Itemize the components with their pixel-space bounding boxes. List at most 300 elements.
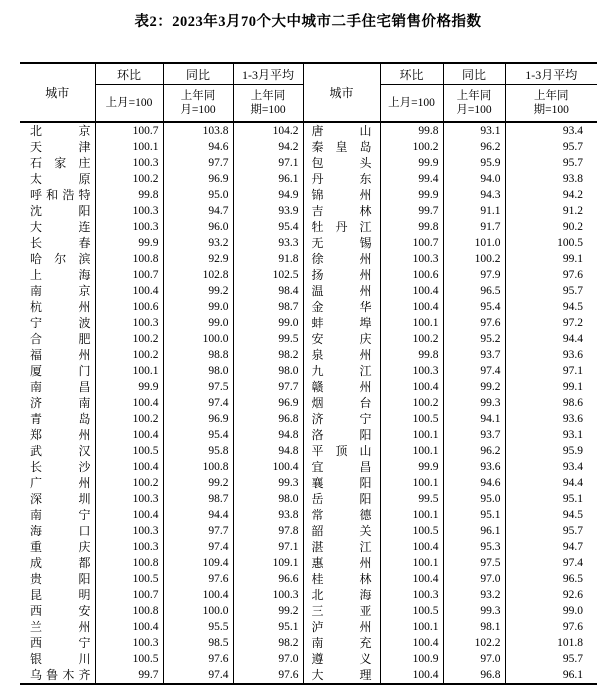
city-cell [303, 603, 380, 619]
city-name [30, 395, 91, 411]
header-yoy-base-line2: 月=100 [180, 104, 216, 116]
yoy-value-cell: 92.9 [163, 251, 233, 267]
avg-value-cell: 95.7 [505, 155, 597, 171]
table-row [20, 555, 597, 571]
city-cell [303, 219, 380, 235]
yoy-value-cell: 97.4 [443, 363, 505, 379]
city-name [30, 347, 91, 363]
city-name-char: 南 [30, 284, 43, 298]
city-name-char: 济 [311, 412, 324, 426]
avg-value-cell: 94.2 [505, 187, 597, 203]
city-name-char: 九 [311, 364, 324, 378]
yoy-value-cell: 99.2 [443, 379, 505, 395]
mom-value-cell: 100.5 [380, 523, 443, 539]
avg-value-cell: 95.4 [233, 219, 303, 235]
city-name-char: 长 [30, 460, 43, 474]
city-name-char: 家 [54, 156, 67, 170]
avg-value-cell: 96.1 [505, 667, 597, 684]
yoy-value-cell: 95.0 [163, 187, 233, 203]
city-name [312, 299, 372, 315]
city-name-char: 南 [30, 508, 43, 522]
city-name [312, 219, 372, 235]
city-cell [20, 395, 95, 411]
avg-value-cell: 97.2 [505, 315, 597, 331]
header-avg-base-line1: 上年同 [534, 90, 569, 102]
yoy-value-cell: 99.2 [163, 283, 233, 299]
header-city-left: 城市 [20, 63, 95, 122]
yoy-value-cell: 95.8 [163, 443, 233, 459]
table-row [20, 139, 597, 155]
avg-value-cell: 99.5 [233, 331, 303, 347]
mom-value-cell: 99.9 [380, 155, 443, 171]
city-name [30, 555, 91, 571]
city-cell [20, 363, 95, 379]
mom-value-cell: 100.7 [380, 235, 443, 251]
city-name-char: 成 [30, 556, 43, 570]
yoy-value-cell: 97.0 [443, 571, 505, 587]
yoy-value-cell: 101.0 [443, 235, 505, 251]
table-row [20, 315, 597, 331]
mom-value-cell: 100.4 [380, 635, 443, 651]
city-name-char: 昆 [30, 588, 43, 602]
city-name-char: 秦 [311, 140, 324, 154]
yoy-value-cell: 96.9 [163, 411, 233, 427]
city-cell [20, 587, 95, 603]
city-name-char: 包 [311, 156, 324, 170]
yoy-value-cell: 99.3 [443, 395, 505, 411]
mom-value-cell: 100.5 [380, 603, 443, 619]
header-avg-base-right [505, 85, 597, 123]
header-yoy-base-line2: 月=100 [456, 104, 492, 116]
city-name-char: 都 [78, 556, 91, 570]
city-name [312, 555, 372, 571]
mom-value-cell: 100.4 [95, 459, 163, 475]
yoy-value-cell: 93.6 [443, 459, 505, 475]
city-name-char: 泸 [311, 620, 324, 634]
city-name-char: 川 [78, 652, 91, 666]
city-cell [20, 443, 95, 459]
city-name [312, 379, 372, 395]
avg-value-cell: 102.5 [233, 267, 303, 283]
city-name-char: 大 [30, 220, 43, 234]
avg-value-cell: 91.2 [505, 203, 597, 219]
avg-value-cell: 93.9 [233, 203, 303, 219]
city-name-char: 江 [359, 540, 372, 554]
city-name-char: 太 [30, 172, 43, 186]
city-name-char: 州 [359, 188, 372, 202]
city-cell [303, 187, 380, 203]
city-name-char: 皇 [335, 140, 348, 154]
city-name-char: 华 [359, 300, 372, 314]
city-cell [20, 155, 95, 171]
header-avg-right: 1-3月平均 [505, 63, 597, 85]
city-cell [303, 619, 380, 635]
yoy-value-cell: 98.7 [163, 491, 233, 507]
city-name [312, 331, 372, 347]
city-name [30, 571, 91, 587]
city-name-char: 尔 [54, 252, 67, 266]
city-name-char: 牡 [311, 220, 324, 234]
mom-value-cell: 100.4 [95, 619, 163, 635]
mom-value-cell: 99.7 [380, 203, 443, 219]
table-row [20, 347, 597, 363]
table-body [20, 122, 597, 684]
mom-value-cell: 100.3 [95, 203, 163, 219]
avg-value-cell: 91.8 [233, 251, 303, 267]
yoy-value-cell: 93.1 [443, 122, 505, 139]
city-name-char: 锡 [359, 236, 372, 250]
mom-value-cell: 100.4 [95, 283, 163, 299]
mom-value-cell: 100.3 [95, 315, 163, 331]
city-name [30, 507, 91, 523]
avg-value-cell: 100.5 [505, 235, 597, 251]
city-cell [303, 171, 380, 187]
mom-value-cell: 100.5 [95, 571, 163, 587]
city-cell [20, 251, 95, 267]
avg-value-cell: 94.5 [505, 299, 597, 315]
city-name-char: 州 [78, 348, 91, 362]
avg-value-cell: 93.3 [233, 235, 303, 251]
mom-value-cell: 99.5 [380, 491, 443, 507]
yoy-value-cell: 98.1 [443, 619, 505, 635]
city-name [312, 459, 372, 475]
city-name [312, 123, 372, 139]
price-index-table [20, 62, 597, 685]
mom-value-cell: 100.7 [95, 267, 163, 283]
city-cell [303, 235, 380, 251]
yoy-value-cell: 97.4 [163, 539, 233, 555]
city-cell [303, 427, 380, 443]
city-name-char: 州 [359, 556, 372, 570]
mom-value-cell: 100.1 [380, 443, 443, 459]
table-row [20, 187, 597, 203]
mom-value-cell: 99.8 [380, 122, 443, 139]
city-name-char: 宁 [359, 412, 372, 426]
avg-value-cell: 98.0 [233, 491, 303, 507]
city-name-char: 南 [78, 396, 91, 410]
mom-value-cell: 100.5 [380, 411, 443, 427]
mom-value-cell: 100.2 [380, 331, 443, 347]
city-cell [20, 347, 95, 363]
avg-value-cell: 100.4 [233, 459, 303, 475]
city-name [312, 283, 372, 299]
city-name-char: 德 [359, 508, 372, 522]
mom-value-cell: 100.4 [95, 507, 163, 523]
city-name-char: 大 [311, 668, 324, 682]
avg-value-cell: 96.8 [233, 411, 303, 427]
city-name [30, 235, 91, 251]
city-name-char: 林 [359, 204, 372, 218]
avg-value-cell: 95.1 [505, 491, 597, 507]
mom-value-cell: 100.8 [95, 251, 163, 267]
city-name-char: 州 [359, 284, 372, 298]
city-cell [20, 171, 95, 187]
yoy-value-cell: 98.5 [163, 635, 233, 651]
city-cell [20, 619, 95, 635]
city-name-char: 州 [359, 348, 372, 362]
avg-value-cell: 92.6 [505, 587, 597, 603]
mom-value-cell: 100.5 [95, 651, 163, 667]
header-city-right: 城市 [303, 63, 380, 122]
city-name-char: 湛 [311, 540, 324, 554]
mom-value-cell: 100.2 [95, 411, 163, 427]
city-name-char: 春 [78, 236, 91, 250]
avg-value-cell: 95.7 [505, 139, 597, 155]
yoy-value-cell: 95.9 [443, 155, 505, 171]
yoy-value-cell: 93.7 [443, 427, 505, 443]
avg-value-cell: 94.4 [505, 475, 597, 491]
city-name-char: 哈 [30, 252, 43, 266]
city-name [30, 123, 91, 139]
city-name-char: 滨 [78, 252, 91, 266]
city-name-char: 阳 [359, 492, 372, 506]
yoy-value-cell: 96.0 [163, 219, 233, 235]
city-name-char: 庆 [78, 540, 91, 554]
city-name-char: 常 [311, 508, 324, 522]
city-cell [20, 187, 95, 203]
city-name-char: 南 [30, 380, 43, 394]
city-name-char: 杭 [30, 300, 43, 314]
city-name-char: 关 [359, 524, 372, 538]
avg-value-cell: 95.9 [505, 443, 597, 459]
city-name-char: 温 [311, 284, 324, 298]
city-name-char: 三 [311, 604, 324, 618]
mom-value-cell: 100.2 [380, 395, 443, 411]
city-cell [20, 667, 95, 684]
avg-value-cell: 94.9 [233, 187, 303, 203]
mom-value-cell: 99.4 [380, 171, 443, 187]
city-name [30, 283, 91, 299]
city-name-char: 郑 [30, 428, 43, 442]
city-cell [303, 555, 380, 571]
city-name [312, 315, 372, 331]
mom-value-cell: 100.2 [95, 347, 163, 363]
city-name [312, 619, 372, 635]
mom-value-cell: 100.4 [380, 283, 443, 299]
city-name-char: 津 [78, 140, 91, 154]
avg-value-cell: 93.6 [505, 347, 597, 363]
mom-value-cell: 100.1 [95, 139, 163, 155]
city-name [30, 203, 91, 219]
avg-value-cell: 98.2 [233, 635, 303, 651]
city-name-char: 惠 [311, 556, 324, 570]
city-name-char: 理 [359, 668, 372, 682]
avg-value-cell: 94.8 [233, 443, 303, 459]
table-row [20, 299, 597, 315]
yoy-value-cell: 94.6 [163, 139, 233, 155]
city-name-char: 鲁 [46, 668, 59, 682]
yoy-value-cell: 95.2 [443, 331, 505, 347]
table-row [20, 331, 597, 347]
city-name-char: 岳 [311, 492, 324, 506]
mom-value-cell: 100.7 [95, 122, 163, 139]
mom-value-cell: 100.8 [95, 603, 163, 619]
yoy-value-cell: 96.2 [443, 443, 505, 459]
city-name [312, 235, 372, 251]
city-name [312, 251, 372, 267]
table-row [20, 667, 597, 684]
table-row [20, 219, 597, 235]
yoy-value-cell: 97.6 [443, 315, 505, 331]
city-name [30, 635, 91, 651]
city-name-char: 海 [30, 524, 43, 538]
mom-value-cell: 100.3 [380, 251, 443, 267]
city-name-char: 充 [359, 636, 372, 650]
yoy-value-cell: 95.3 [443, 539, 505, 555]
yoy-value-cell: 100.0 [163, 331, 233, 347]
table-row [20, 507, 597, 523]
city-cell [303, 203, 380, 219]
city-name-char: 连 [78, 220, 91, 234]
header-yoy-right: 同比 [443, 63, 505, 85]
yoy-value-cell: 97.5 [443, 555, 505, 571]
mom-value-cell: 100.2 [380, 139, 443, 155]
city-cell [20, 379, 95, 395]
city-name [30, 523, 91, 539]
city-name-char: 平 [311, 444, 324, 458]
yoy-value-cell: 99.0 [163, 299, 233, 315]
city-name-char: 义 [359, 652, 372, 666]
city-name-char: 林 [359, 572, 372, 586]
city-cell [20, 411, 95, 427]
avg-value-cell: 95.7 [505, 283, 597, 299]
city-name-char: 天 [30, 140, 43, 154]
table-row [20, 619, 597, 635]
city-cell [303, 283, 380, 299]
city-cell [20, 571, 95, 587]
city-name-char: 肥 [78, 332, 91, 346]
city-name-char: 蚌 [311, 316, 324, 330]
yoy-value-cell: 102.8 [163, 267, 233, 283]
yoy-value-cell: 97.5 [163, 379, 233, 395]
avg-value-cell: 94.4 [505, 331, 597, 347]
city-cell [303, 411, 380, 427]
city-name-char: 宜 [311, 460, 324, 474]
table-row [20, 443, 597, 459]
city-name-char: 遵 [311, 652, 324, 666]
avg-value-cell: 104.2 [233, 122, 303, 139]
city-name-char: 唐 [311, 124, 324, 138]
avg-value-cell: 93.6 [505, 411, 597, 427]
table-row [20, 459, 597, 475]
table-row [20, 491, 597, 507]
city-name-char: 东 [359, 172, 372, 186]
table-row [20, 395, 597, 411]
table-row [20, 283, 597, 299]
mom-value-cell: 100.2 [95, 475, 163, 491]
city-name-char: 西 [30, 604, 43, 618]
table-row [20, 603, 597, 619]
yoy-value-cell: 102.2 [443, 635, 505, 651]
city-cell [20, 651, 95, 667]
city-name-char: 泉 [311, 348, 324, 362]
header-row-1 [20, 63, 597, 85]
city-cell [303, 571, 380, 587]
yoy-value-cell: 94.6 [443, 475, 505, 491]
city-name-char: 沙 [78, 460, 91, 474]
table-row [20, 571, 597, 587]
yoy-value-cell: 96.2 [443, 139, 505, 155]
yoy-value-cell: 96.5 [443, 283, 505, 299]
avg-value-cell: 94.2 [233, 139, 303, 155]
avg-value-cell: 97.6 [505, 267, 597, 283]
city-name [30, 443, 91, 459]
city-name-char: 兰 [30, 620, 43, 634]
city-name [30, 267, 91, 283]
table-row [20, 267, 597, 283]
city-cell [303, 491, 380, 507]
city-name [30, 331, 91, 347]
yoy-value-cell: 97.9 [443, 267, 505, 283]
city-name-char: 台 [359, 396, 372, 410]
city-name-char: 山 [359, 444, 372, 458]
mom-value-cell: 100.1 [380, 619, 443, 635]
yoy-value-cell: 99.0 [163, 315, 233, 331]
mom-value-cell: 100.4 [95, 395, 163, 411]
avg-value-cell: 97.4 [505, 555, 597, 571]
city-name-char: 州 [359, 268, 372, 282]
yoy-value-cell: 94.4 [163, 507, 233, 523]
city-name-char: 洛 [311, 428, 324, 442]
city-name-char: 吉 [311, 204, 324, 218]
city-name-char: 明 [78, 588, 91, 602]
city-name-char: 长 [30, 236, 43, 250]
city-cell [303, 331, 380, 347]
city-name-char: 青 [30, 412, 43, 426]
city-name [312, 667, 372, 683]
table-row [20, 203, 597, 219]
avg-value-cell: 97.6 [505, 619, 597, 635]
yoy-value-cell: 109.4 [163, 555, 233, 571]
city-cell [303, 475, 380, 491]
avg-value-cell: 99.1 [505, 251, 597, 267]
city-cell [20, 539, 95, 555]
city-cell [20, 507, 95, 523]
yoy-value-cell: 95.4 [443, 299, 505, 315]
city-name-char: 江 [359, 220, 372, 234]
city-name [30, 299, 91, 315]
city-name-char: 合 [30, 332, 43, 346]
city-name-char: 亚 [359, 604, 372, 618]
avg-value-cell: 97.8 [233, 523, 303, 539]
mom-value-cell: 100.1 [380, 555, 443, 571]
city-name [312, 539, 372, 555]
yoy-value-cell: 95.4 [163, 427, 233, 443]
mom-value-cell: 100.1 [380, 427, 443, 443]
mom-value-cell: 99.9 [95, 379, 163, 395]
yoy-value-cell: 97.7 [163, 155, 233, 171]
avg-value-cell: 98.6 [505, 395, 597, 411]
mom-value-cell: 100.6 [380, 267, 443, 283]
mom-value-cell: 100.4 [380, 539, 443, 555]
city-cell [303, 251, 380, 267]
city-name-char: 银 [30, 652, 43, 666]
mom-value-cell: 100.7 [95, 587, 163, 603]
city-cell [303, 379, 380, 395]
city-name-char: 呼 [30, 188, 43, 202]
yoy-value-cell: 100.4 [163, 587, 233, 603]
table-row [20, 475, 597, 491]
mom-value-cell: 100.3 [95, 219, 163, 235]
city-name [30, 411, 91, 427]
yoy-value-cell: 97.6 [163, 651, 233, 667]
avg-value-cell: 99.1 [505, 379, 597, 395]
header-avg-base-line1: 上年同 [250, 90, 286, 102]
city-name-char: 庆 [359, 332, 372, 346]
city-cell [303, 395, 380, 411]
mom-value-cell: 100.4 [380, 299, 443, 315]
yoy-value-cell: 94.1 [443, 411, 505, 427]
